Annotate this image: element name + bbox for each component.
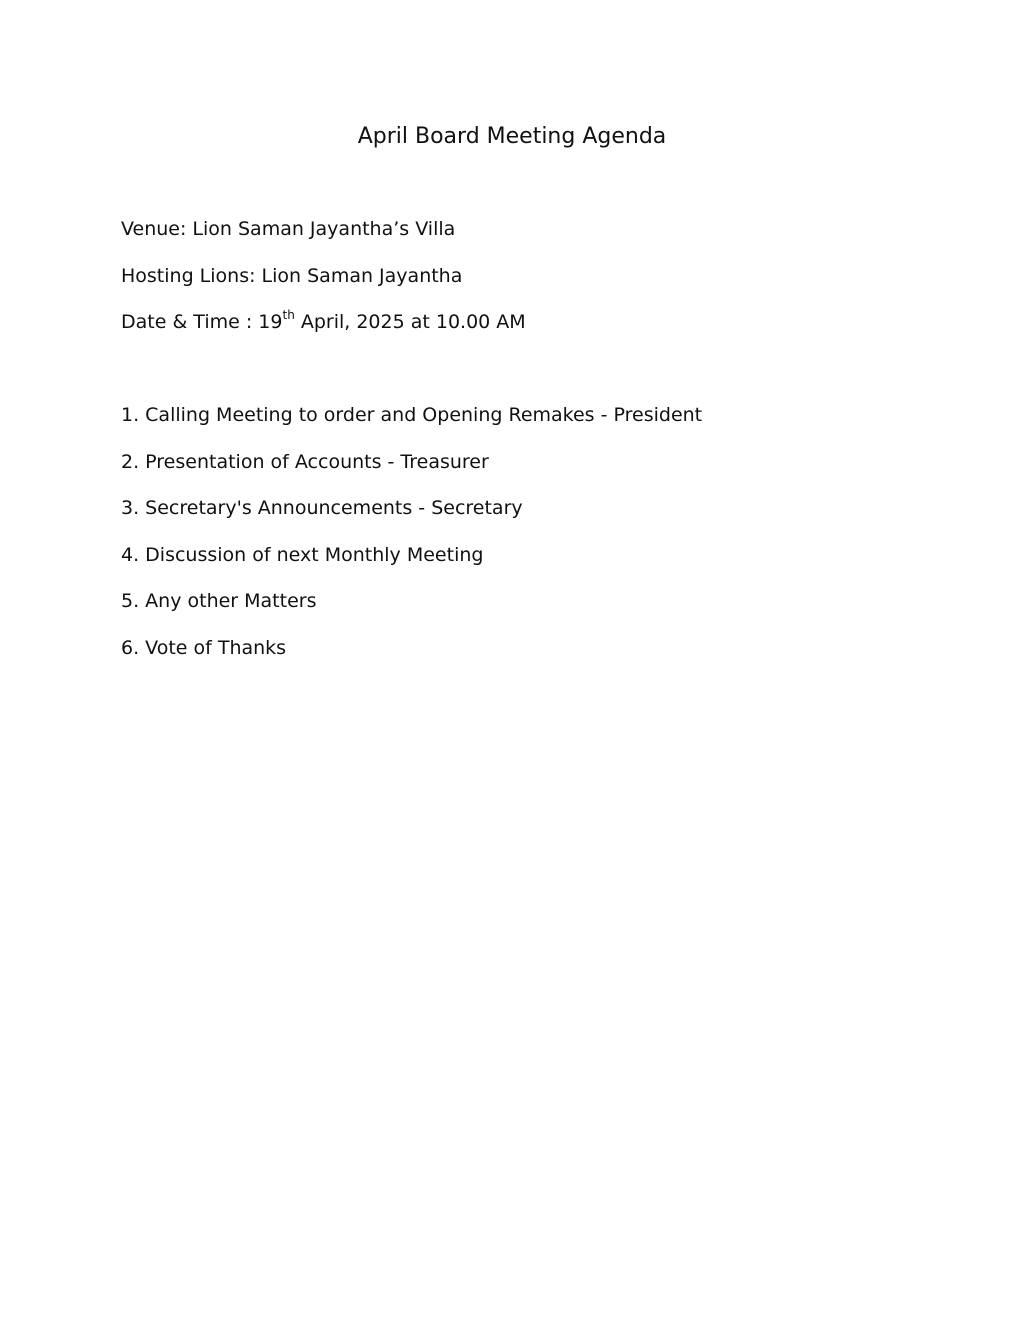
agenda-item: 5. Any other Matters (121, 590, 317, 613)
date-time-label: Date & Time : (121, 311, 259, 333)
document-title: April Board Meeting Agenda (357, 124, 667, 149)
agenda-item: 1. Calling Meeting to order and Opening Remakes - President (121, 404, 703, 426)
hosting-lions-line: Hosting Lions: Lion Saman Jayantha (121, 265, 463, 287)
date-time-line (121, 309, 526, 335)
date-ordinal-suffix: th (282, 307, 295, 322)
agenda-item: 4. Discussion of next Monthly Meeting (121, 543, 484, 566)
agenda-item: 3. Secretary's Announcements - Secretary (121, 497, 523, 520)
agenda-list (121, 402, 702, 682)
agenda-item: 6. Vote of Thanks (121, 636, 287, 659)
date-day: 19 (258, 311, 283, 333)
venue-line: Venue: Lion Saman Jayantha’s Villa (121, 218, 456, 240)
agenda-item: 2. Presentation of Accounts - Treasurer (121, 450, 489, 473)
date-time-rest: April, 2025 at 10.00 AM (294, 311, 526, 333)
